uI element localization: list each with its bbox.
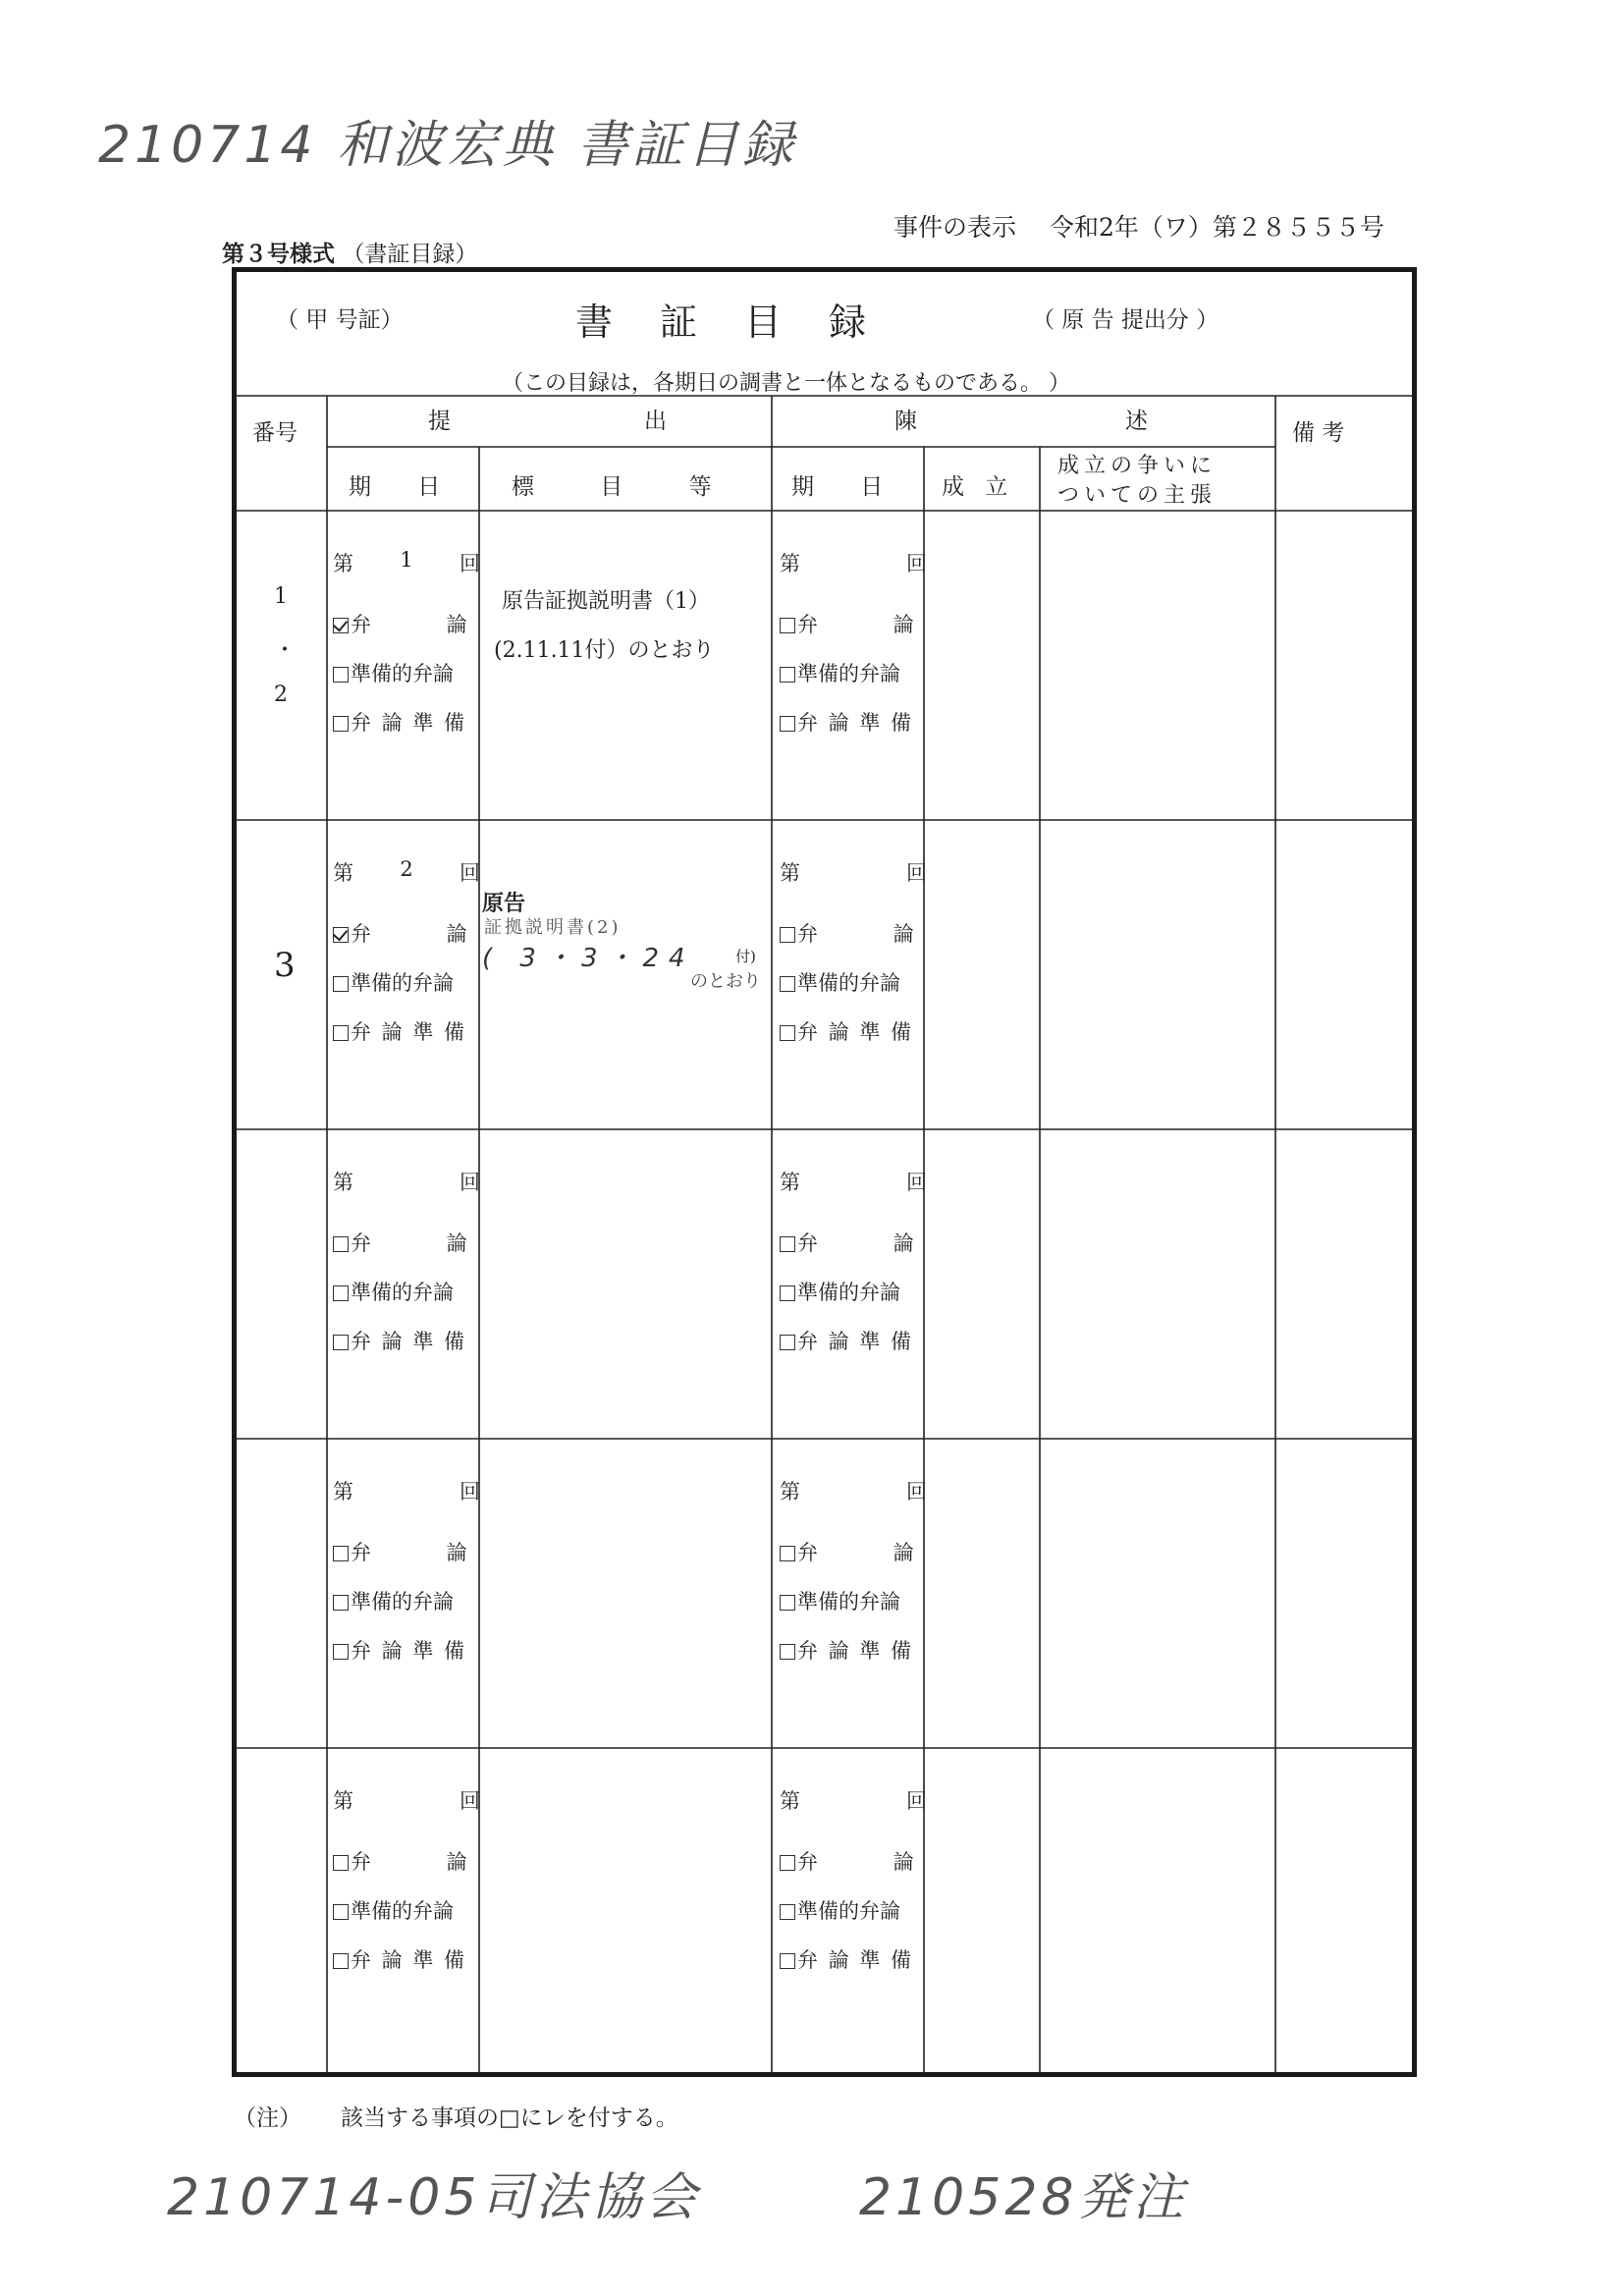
row-number: 2 xyxy=(274,683,288,707)
round-prefix: 第 xyxy=(780,552,800,575)
option-label: 弁 論 準 備 xyxy=(797,1639,912,1663)
footnote-text: 該当する事項の□にレを付する。 xyxy=(341,2105,678,2131)
checkbox[interactable] xyxy=(333,1546,349,1561)
preparatory-proceedings-option[interactable] xyxy=(780,1635,927,1665)
option-label: 弁 論 準 備 xyxy=(351,1330,465,1353)
column-header-statement-date: 期 日 xyxy=(791,474,884,500)
evidence-list-table xyxy=(232,267,1417,2077)
checkbox[interactable] xyxy=(780,1546,795,1561)
round-number: 1 xyxy=(400,548,413,572)
benron-option[interactable] xyxy=(333,1537,480,1566)
case-number: 令和2年（ワ）第２８５５５号 xyxy=(1050,213,1384,242)
column-header-item: 標 目 等 xyxy=(512,474,712,500)
item-stamp-suffix: 付) xyxy=(735,948,756,965)
form-name: （書証目録） xyxy=(342,242,478,267)
preparatory-proceedings-option[interactable] xyxy=(333,1326,480,1355)
option-label: 準備的弁論 xyxy=(797,971,900,995)
checkbox[interactable] xyxy=(780,976,795,992)
footnote-label: （注） xyxy=(234,2105,301,2131)
round-line xyxy=(333,1785,480,1815)
page-title: 書証目録 xyxy=(575,301,914,344)
option-label: 弁 論 xyxy=(351,613,467,636)
checkbox[interactable] xyxy=(333,1595,349,1611)
checkbox[interactable] xyxy=(333,1335,349,1350)
checkbox[interactable] xyxy=(333,1025,349,1041)
item-stamp-date: ( 3・3・24 xyxy=(482,944,695,973)
column-header-number: 番号 xyxy=(252,420,298,446)
option-label: 準備的弁論 xyxy=(351,1899,454,1923)
option-label: 準備的弁論 xyxy=(351,1281,454,1304)
option-label: 弁 論 xyxy=(351,1850,467,1874)
item-title-line2: (2.11.11付）のとおり xyxy=(494,638,715,663)
row-number: ・ xyxy=(274,638,297,663)
checkbox[interactable] xyxy=(780,1953,795,1969)
benron-option[interactable] xyxy=(780,609,927,638)
option-label: 弁 論 xyxy=(797,1850,914,1874)
benron-option[interactable] xyxy=(333,1846,480,1876)
option-label: 準備的弁論 xyxy=(351,1590,454,1613)
round-prefix: 第 xyxy=(333,552,353,575)
benron-option[interactable] xyxy=(333,609,480,638)
round-line xyxy=(780,548,927,577)
checkbox[interactable] xyxy=(780,1904,795,1920)
checkbox[interactable] xyxy=(333,1904,349,1920)
round-prefix: 第 xyxy=(333,1789,353,1813)
preparatory-proceedings-option[interactable] xyxy=(780,1326,927,1355)
round-suffix: 回 xyxy=(906,861,927,885)
option-label: 弁 論 xyxy=(351,1541,467,1564)
option-label: 弁 論 準 備 xyxy=(797,711,912,735)
benron-option[interactable] xyxy=(780,1846,927,1876)
column-header-remarks: 備 考 xyxy=(1292,420,1345,446)
item-stamp-title: 証拠説明書(2) xyxy=(484,917,622,938)
checkbox[interactable] xyxy=(333,1644,349,1660)
benron-option[interactable] xyxy=(780,1537,927,1566)
checkbox[interactable] xyxy=(780,716,795,732)
checkbox[interactable] xyxy=(333,667,349,683)
round-prefix: 第 xyxy=(780,1789,800,1813)
option-label: 準備的弁論 xyxy=(797,1281,900,1304)
checkbox[interactable] xyxy=(333,1953,349,1969)
option-label: 弁 論 xyxy=(797,1231,914,1255)
benron-option[interactable] xyxy=(780,918,927,948)
preparatory-oral-argument-option[interactable] xyxy=(333,1895,480,1925)
footnote xyxy=(234,2100,678,2132)
round-number: 2 xyxy=(400,857,413,881)
column-header-statement-a: 陳 xyxy=(894,409,917,434)
preparatory-proceedings-option[interactable] xyxy=(780,707,927,737)
benron-option[interactable] xyxy=(333,918,480,948)
option-label: 準備的弁論 xyxy=(797,662,900,685)
round-suffix: 回 xyxy=(906,1171,927,1194)
round-suffix: 回 xyxy=(906,552,927,575)
column-header-dispute-line2: ついての主張 xyxy=(1057,483,1218,508)
round-line xyxy=(333,857,480,887)
checkbox[interactable] xyxy=(780,618,795,633)
item-stamp-plaintiff: 原告 xyxy=(482,891,526,916)
checkbox[interactable] xyxy=(333,1855,349,1871)
round-line xyxy=(333,1476,480,1505)
title-right: （ 原 告 提出分 ） xyxy=(1032,307,1219,333)
title-left: （ 甲 号証） xyxy=(276,307,404,333)
round-prefix: 第 xyxy=(333,861,353,885)
checkbox[interactable] xyxy=(780,1855,795,1871)
checkbox[interactable] xyxy=(333,1285,349,1301)
title-subtitle: （この目録は，各期日の調書と一体となるものである。 ） xyxy=(502,371,1070,396)
form-number xyxy=(222,236,477,268)
preparatory-proceedings-option[interactable] xyxy=(780,1944,927,1974)
round-prefix: 第 xyxy=(333,1480,353,1503)
preparatory-oral-argument-option[interactable] xyxy=(780,1586,927,1615)
column-header-establish: 成 立 xyxy=(942,474,1008,500)
option-label: 準備的弁論 xyxy=(797,1590,900,1613)
benron-option[interactable] xyxy=(780,1228,927,1257)
column-header-submit-b: 出 xyxy=(644,409,667,434)
round-line xyxy=(780,857,927,887)
row-number: 3 xyxy=(274,946,296,985)
round-suffix: 回 xyxy=(906,1480,927,1503)
option-label: 弁 論 準 備 xyxy=(351,711,465,735)
handwritten-title-note: 210714 和波宏典 書証目録 xyxy=(98,116,797,175)
option-label: 弁 論 準 備 xyxy=(351,1639,465,1663)
option-label: 弁 論 xyxy=(351,1231,467,1255)
checkbox[interactable] xyxy=(333,618,349,633)
item-stamp-as-stated: のとおり xyxy=(690,971,761,992)
preparatory-oral-argument-option[interactable] xyxy=(333,967,480,997)
checkbox[interactable] xyxy=(780,667,795,683)
round-suffix: 回 xyxy=(460,1480,480,1503)
preparatory-oral-argument-option[interactable] xyxy=(333,1277,480,1306)
checkbox[interactable] xyxy=(780,1025,795,1041)
round-suffix: 回 xyxy=(906,1789,927,1813)
row-number: 1 xyxy=(274,584,288,609)
checkbox[interactable] xyxy=(333,976,349,992)
option-label: 弁 論 xyxy=(797,1541,914,1564)
round-line xyxy=(333,1167,480,1196)
benron-option[interactable] xyxy=(333,1228,480,1257)
preparatory-oral-argument-option[interactable] xyxy=(780,967,927,997)
option-label: 弁 論 準 備 xyxy=(797,1948,912,1972)
option-label: 弁 論 準 備 xyxy=(351,1020,465,1044)
option-label: 準備的弁論 xyxy=(351,662,454,685)
checkbox[interactable] xyxy=(333,927,349,943)
round-suffix: 回 xyxy=(460,861,480,885)
checkbox[interactable] xyxy=(333,716,349,732)
preparatory-oral-argument-option[interactable] xyxy=(333,658,480,687)
checkbox[interactable] xyxy=(780,1595,795,1611)
preparatory-oral-argument-option[interactable] xyxy=(333,1586,480,1615)
case-display xyxy=(893,208,1384,244)
round-line xyxy=(780,1476,927,1505)
option-label: 準備的弁論 xyxy=(351,971,454,995)
option-label: 弁 論 準 備 xyxy=(351,1948,465,1972)
round-suffix: 回 xyxy=(460,1789,480,1813)
item-title-line1: 原告証拠説明書（1） xyxy=(502,589,710,614)
checkbox[interactable] xyxy=(780,1335,795,1350)
option-label: 弁 論 準 備 xyxy=(797,1330,912,1353)
column-header-submit-a: 提 xyxy=(428,409,451,434)
preparatory-proceedings-option[interactable] xyxy=(780,1016,927,1046)
round-prefix: 第 xyxy=(780,861,800,885)
column-header-statement-b: 述 xyxy=(1125,409,1148,434)
preparatory-proceedings-option[interactable] xyxy=(333,707,480,737)
preparatory-proceedings-option[interactable] xyxy=(333,1016,480,1046)
case-label: 事件の表示 xyxy=(893,213,1017,242)
round-prefix: 第 xyxy=(780,1480,800,1503)
checkbox[interactable] xyxy=(780,1236,795,1252)
round-prefix: 第 xyxy=(780,1171,800,1194)
column-header-submit-date: 期 日 xyxy=(349,474,441,500)
option-label: 弁 論 xyxy=(797,922,914,946)
preparatory-proceedings-option[interactable] xyxy=(333,1944,480,1974)
option-label: 弁 論 準 備 xyxy=(797,1020,912,1044)
preparatory-oral-argument-option[interactable] xyxy=(780,1277,927,1306)
preparatory-proceedings-option[interactable] xyxy=(333,1635,480,1665)
round-prefix: 第 xyxy=(333,1171,353,1194)
checkbox[interactable] xyxy=(780,1644,795,1660)
handwritten-order-date: 210528発注 xyxy=(859,2168,1188,2227)
round-suffix: 回 xyxy=(460,1171,480,1194)
preparatory-oral-argument-option[interactable] xyxy=(780,1895,927,1925)
option-label: 準備的弁論 xyxy=(797,1899,900,1923)
checkbox[interactable] xyxy=(780,1285,795,1301)
option-label: 弁 論 xyxy=(797,613,914,636)
round-line xyxy=(333,548,480,577)
column-header-dispute-line1: 成立の争いに xyxy=(1057,454,1218,478)
round-line xyxy=(780,1167,927,1196)
round-line xyxy=(780,1785,927,1815)
preparatory-oral-argument-option[interactable] xyxy=(780,658,927,687)
handwritten-order-note: 210714-05司法協会 xyxy=(167,2168,701,2227)
checkbox[interactable] xyxy=(333,1236,349,1252)
round-suffix: 回 xyxy=(460,552,480,575)
option-label: 弁 論 xyxy=(351,922,467,946)
checkbox[interactable] xyxy=(780,927,795,943)
form-number-label: 第３号様式 xyxy=(222,242,335,267)
